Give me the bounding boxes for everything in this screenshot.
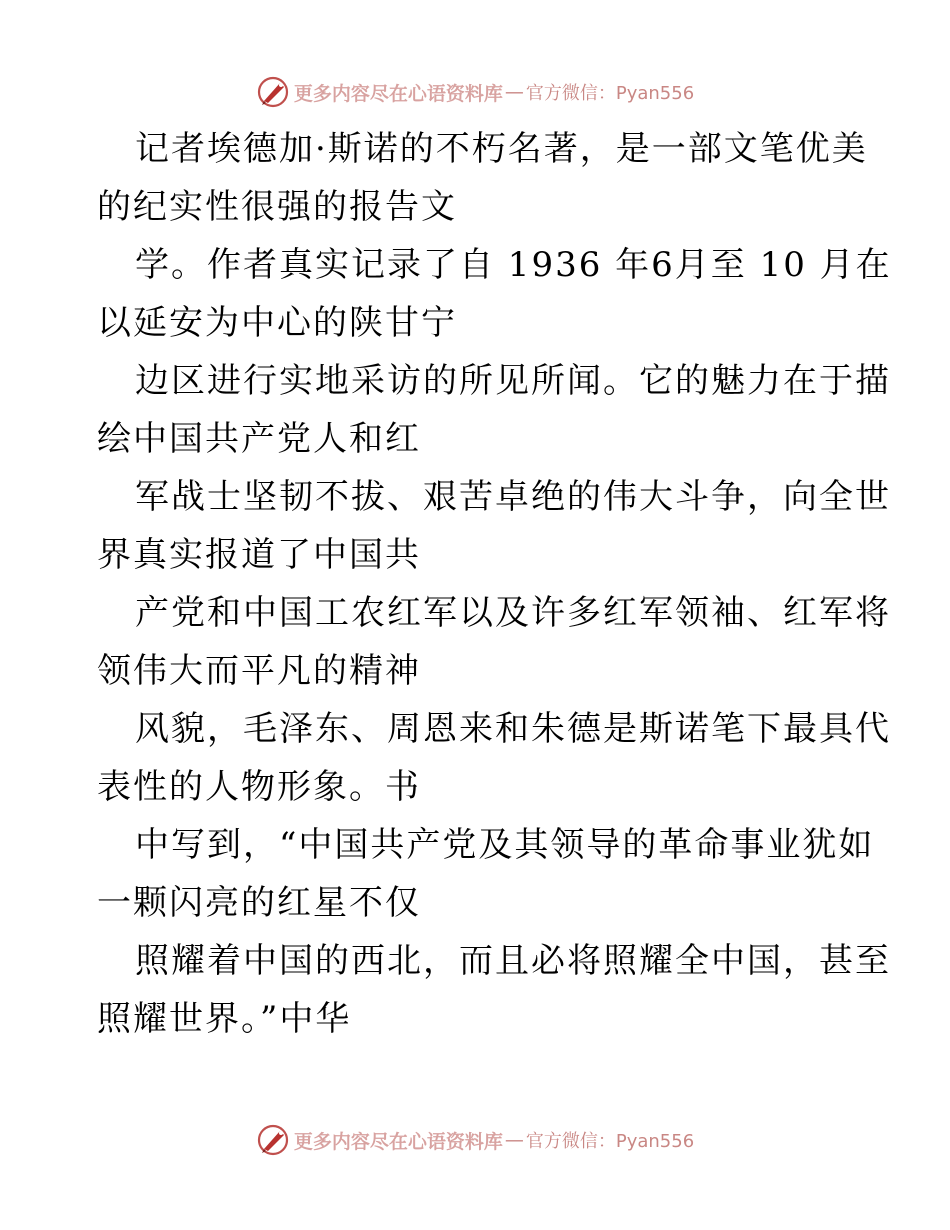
text-line: 的纪实性很强的报告文 (97, 187, 457, 227)
paragraph (97, 932, 891, 1048)
paragraph (97, 352, 891, 468)
pen-logo-icon (256, 75, 290, 109)
banner-wechat-text: 官方微信：Pyan556 (525, 83, 695, 104)
text-line: 以延安为中心的陕甘宁 (97, 303, 457, 343)
banner-main-text: 更多内容尽在心语资料库 (293, 1130, 503, 1153)
paragraph (97, 816, 875, 932)
text-line: 风貌，毛泽东、周恩来和朱德是斯诺笔下最具代 (135, 709, 891, 749)
text-line: 界真实报道了中国共 (97, 535, 421, 575)
text-line: 学。作者真实记录了自 1936 年6月至 10 月在 (135, 245, 892, 285)
document-body (97, 120, 892, 1048)
paragraph (97, 236, 892, 352)
paragraph (97, 700, 891, 816)
header-banner (0, 72, 950, 112)
text-line: 领伟大而平凡的精神 (97, 651, 421, 691)
paragraph (97, 584, 891, 700)
paragraph (97, 468, 891, 584)
banner-wechat-text: 官方微信：Pyan556 (525, 1131, 695, 1152)
banner-main-text: 更多内容尽在心语资料库 (293, 82, 503, 105)
footer-banner (0, 1120, 950, 1160)
text-line: 照耀世界。”中华 (97, 999, 352, 1039)
text-line: 绘中国共产党人和红 (97, 419, 421, 459)
text-line: 边区进行实地采访的所见所闻。它的魅力在于描 (135, 361, 891, 401)
text-line: 军战士坚韧不拔、艰苦卓绝的伟大斗争，向全世 (135, 477, 891, 517)
text-line: 记者埃德加·斯诺的不朽名著，是一部文笔优美 (135, 129, 868, 169)
paragraph (97, 120, 868, 236)
text-line: 产党和中国工农红军以及许多红军领袖、红军将 (135, 593, 891, 633)
text-line: 表性的人物形象。书 (97, 767, 421, 807)
text-line: 一颗闪亮的红星不仅 (97, 883, 421, 923)
banner-dash: — (504, 1129, 524, 1151)
pen-logo-icon (256, 1123, 290, 1157)
text-line: 中写到，“中国共产党及其领导的革命事业犹如 (135, 825, 875, 865)
banner-dash: — (504, 81, 524, 103)
text-line: 照耀着中国的西北，而且必将照耀全中国，甚至 (135, 941, 891, 981)
